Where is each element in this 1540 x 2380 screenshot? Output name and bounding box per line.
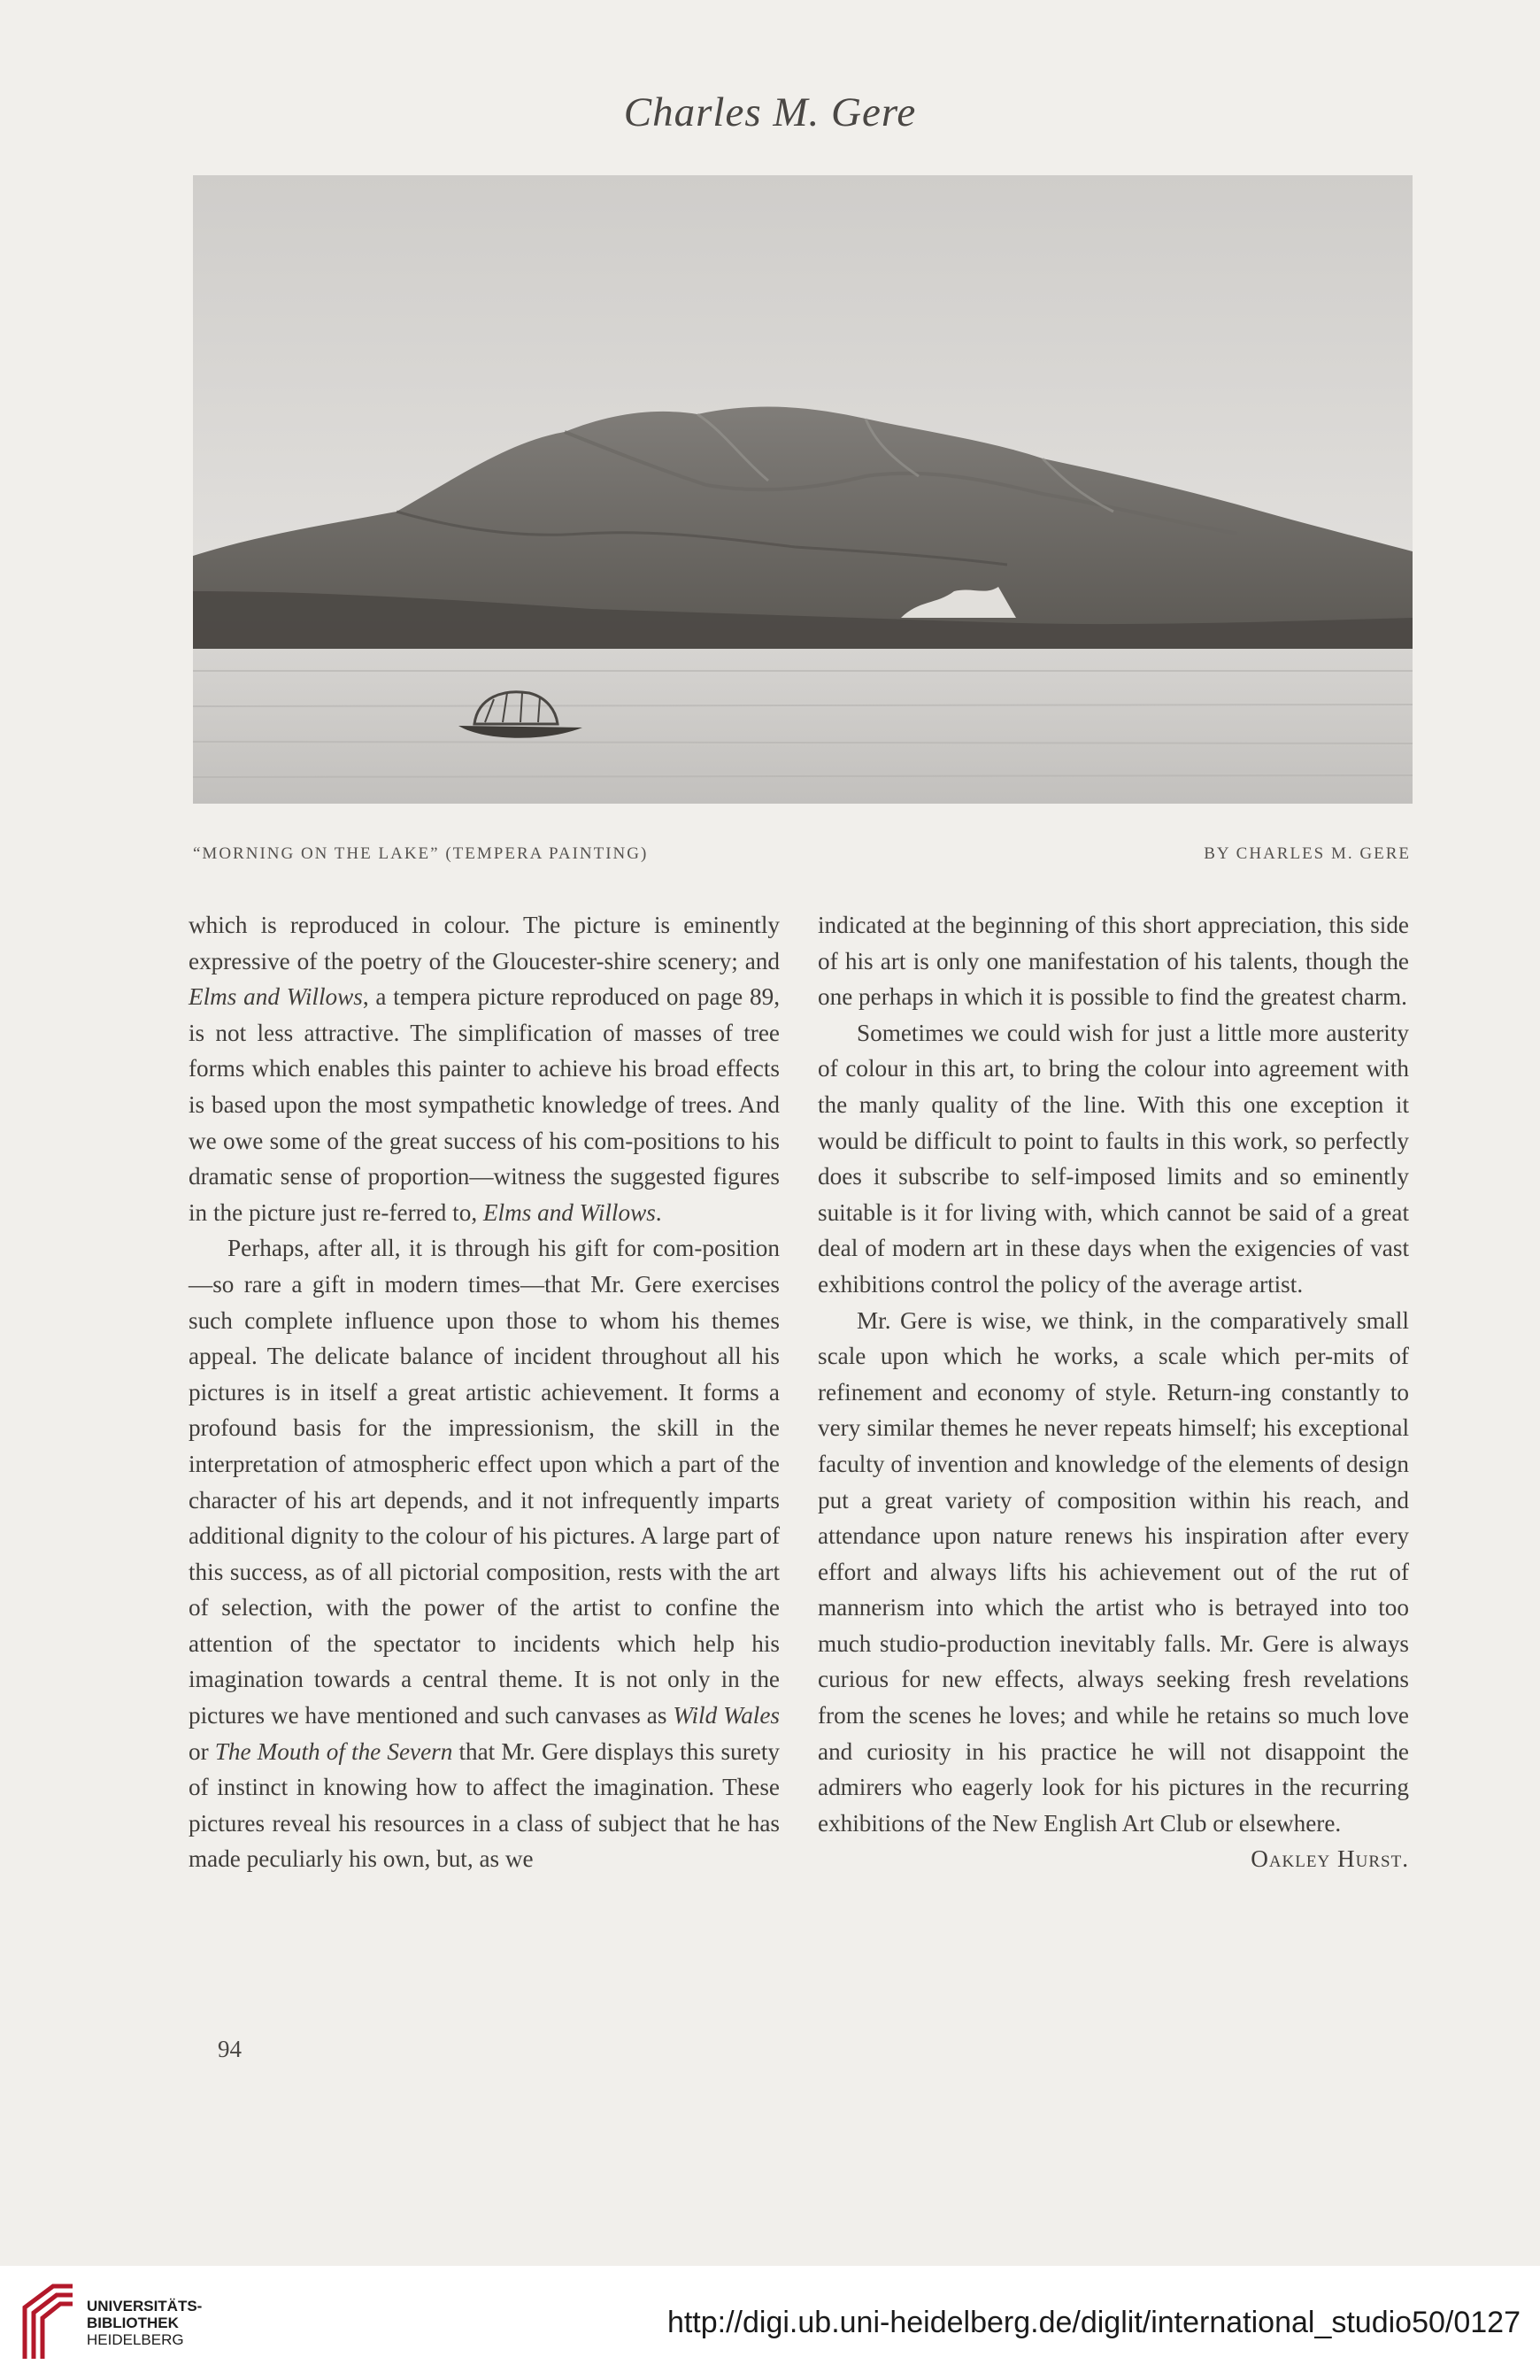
paragraph: Mr. Gere is wise, we think, in the comparatively small scale upon which he works, a scale which per-mits of refinement and economy of style. Return-ing constantly to very similar themes he never repeats himself; his exceptional faculty of invention and knowledge of the elements of design put a great variety of composition within his reach, and attendance upon nature renews his inspiration after every effort and always lifts his achievement out of the rut of mannerism into which the artist who is betrayed into too much studio-production inevitably falls. Mr. Gere is always curious for new effects, always seeking fresh revelations from the scenes he loves; and while he retains so much love and curiosity in his practice he will not disappoint the admirers who eagerly look for his pictures in the recurring exhibitions of the New English Art Club or elsewhere. xyxy=(818,1306,1409,1837)
source-url-link[interactable]: http://digi.ub.uni-heidelberg.de/diglit/international_studio50/0127 xyxy=(666,2306,1521,2339)
artwork-title: Elms and Willows xyxy=(189,983,363,1011)
library-name xyxy=(87,2298,202,2348)
painting-plate xyxy=(193,175,1413,804)
plate-caption-artist: BY CHARLES M. GERE xyxy=(1204,844,1411,863)
artwork-title: Wild Wales xyxy=(673,1702,781,1729)
text-run: which is reproduced in colour. The picture is eminently expressive of the poetry of the Gloucester-shire scenery; and xyxy=(189,912,780,974)
text-run: that Mr. Gere displays this surety of instinct in knowing how to affect the imagination. These pictures reveal his resources in a class of subject that he has made peculiarly his own, but, as we xyxy=(189,1737,780,1873)
text-column-right xyxy=(818,907,1409,1877)
running-title: Charles M. Gere xyxy=(623,89,917,135)
text-run: Perhaps, after all, it is through his gift for com-position—so rare a gift in modern times—that Mr. Gere exercises such complete influence upon those to whom his themes appeal. The delicate balance of incident throughout all his pictures is in itself a great artistic achievement. It forms a profound basis for the impressionism, the skill in the interpretation of atmospheric effect upon which a part of the character of his art depends, and it not infrequently imparts additional dignity to the colour of his pictures. A large part of this success, as of all pictorial composition, rests with the art of selection, with the power of the artist to confine the attention of the spectator to incidents which help his imagination towards a central theme. It is not only in the pictures we have mentioned and such canvases as xyxy=(189,1235,780,1729)
plate-caption-title: “MORNING ON THE LAKE” (TEMPERA PAINTING) xyxy=(193,844,649,863)
author-signature: Oakley Hurst. xyxy=(1251,1845,1409,1873)
artwork-title: Elms and Willows xyxy=(482,1198,656,1226)
paragraph xyxy=(189,907,780,1230)
text-run: , a tempera picture reproduced on page 89, is not less attractive. The simplification of masses of tree forms which enables this painter to achieve his broad effects is based upon the most sympathetic knowledge of trees. And we owe some of the great success of his com-positions to his dramatic sense of proportion—witness the suggested figures in the picture just re-ferred to, xyxy=(189,983,780,1226)
paragraph: indicated at the beginning of this short appreciation, this side of his art is only one manifestation of his talents, though the one perhaps in which it is possible to find the greatest charm. xyxy=(818,912,1409,1011)
library-name-line: HEIDELBERG xyxy=(87,2331,184,2348)
lake-mountain-painting xyxy=(193,175,1413,804)
library-name-line: BIBLIOTHEK xyxy=(87,2315,179,2331)
page-number: 94 xyxy=(218,2036,242,2062)
text-run: or xyxy=(189,1737,215,1765)
paragraph: Sometimes we could wish for just a little more austerity of colour in this art, to bring the colour into agreement with the manly quality of the line. With this one exception it would be difficult to point to faults in this work, so perfectly does it subscribe to self-imposed limits and so eminently suitable is it for living with, which cannot be said of a great deal of modern art in these days when the exigencies of vast exhibitions control the policy of the average artist. xyxy=(818,1019,1409,1298)
text-column-left xyxy=(189,907,780,1877)
artwork-title: The Mouth of the Severn xyxy=(214,1737,453,1765)
library-logo-icon xyxy=(18,2281,80,2362)
paragraph xyxy=(189,1230,780,1877)
library-name-line: UNIVERSITÄTS- xyxy=(87,2298,203,2315)
text-run: . xyxy=(655,1198,662,1226)
